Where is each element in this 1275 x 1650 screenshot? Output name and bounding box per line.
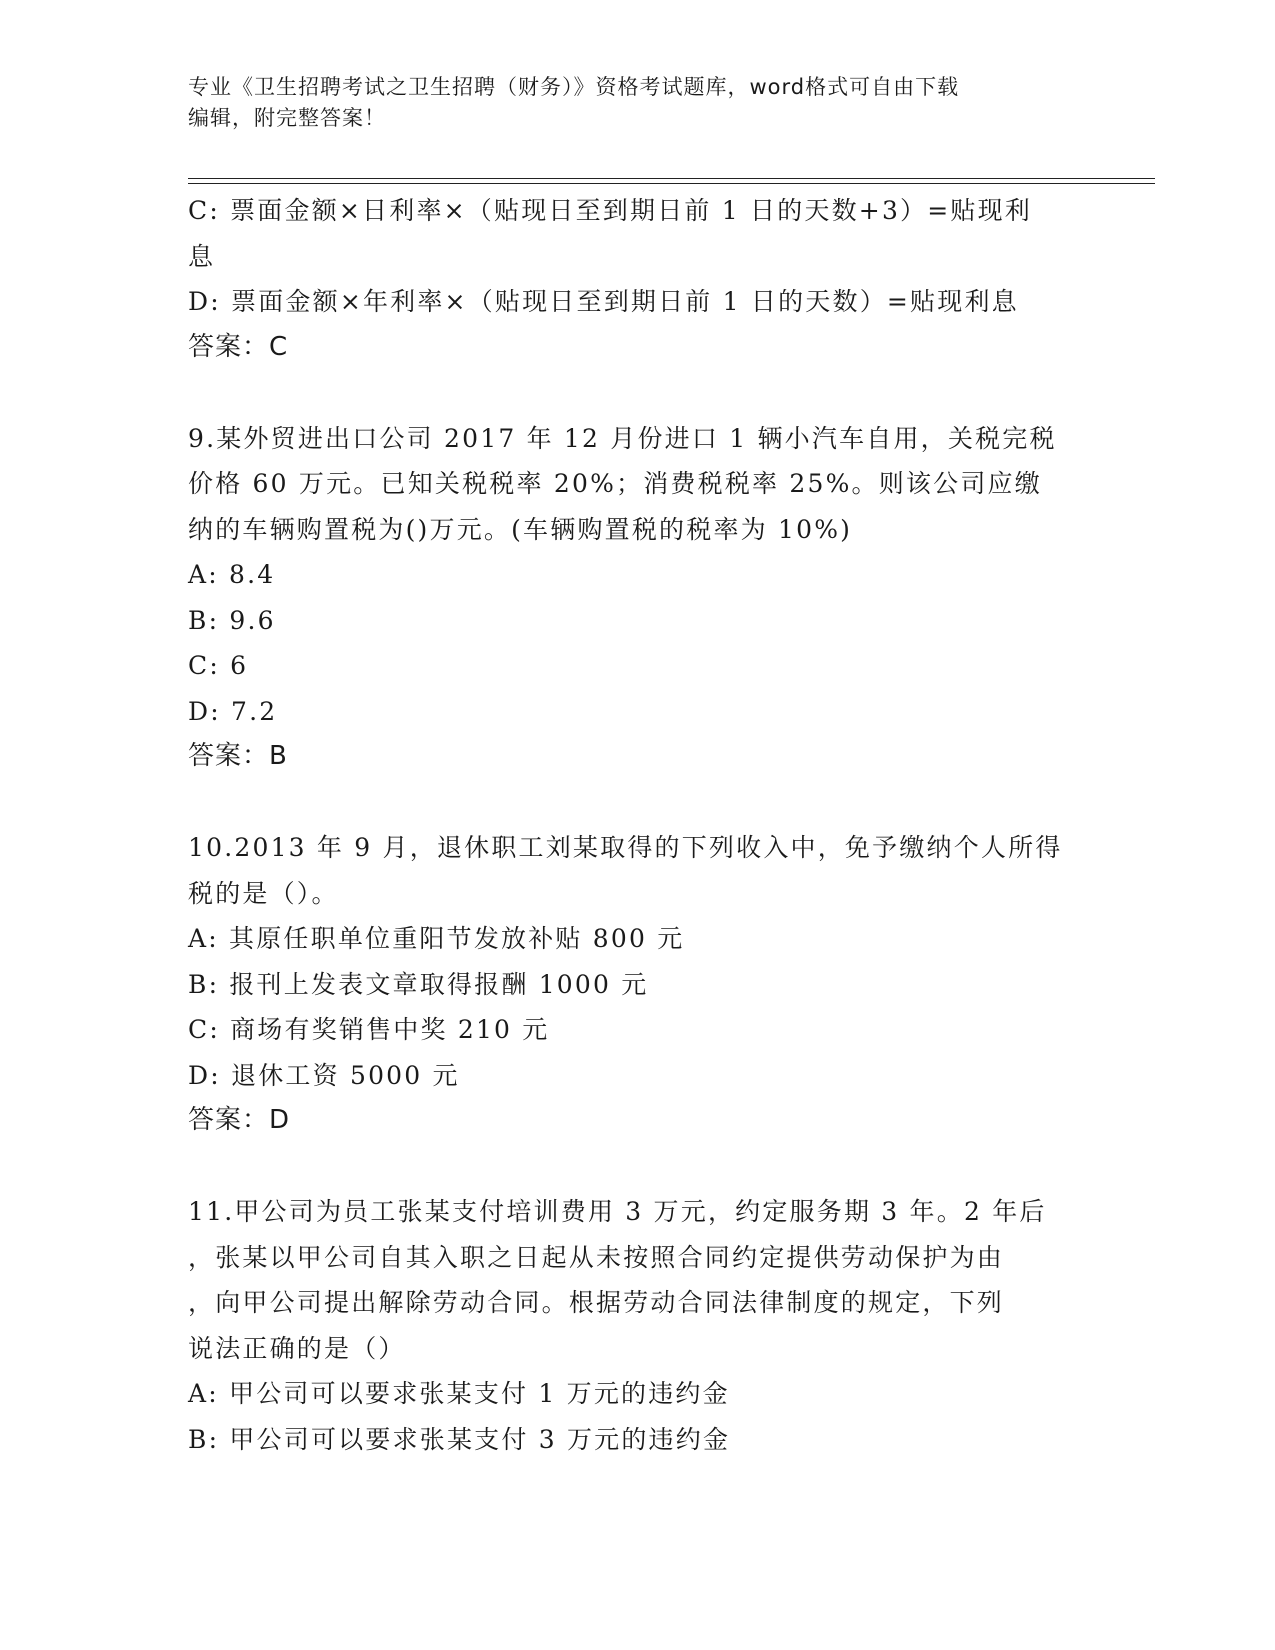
document-header [188, 72, 1088, 134]
q11-stem-line-2: ，张某以甲公司自其入职之日起从未按照合同约定提供劳动保护为由 [188, 1242, 1005, 1272]
spacer [188, 1144, 1088, 1190]
q10-option-b: B: 报刊上发表文章取得报酬 1000 元 [188, 969, 649, 999]
header-line-2: 编辑，附完整答案！ [188, 106, 386, 130]
q11-stem-line-1: 11.甲公司为员工张某支付培训费用 3 万元，约定服务期 3 年。2 年后 [188, 1197, 1047, 1226]
q9-answer: 答案：B [188, 741, 288, 771]
q10-answer: 答案：D [188, 1105, 291, 1135]
q9-option-d: D: 7.2 [188, 696, 278, 726]
question-8-tail [188, 188, 1088, 370]
q9-stem-line-3: 纳的车辆购置税为()万元。(车辆购置税的税率为 10%) [188, 514, 853, 544]
spacer [188, 370, 1088, 416]
q8-option-c-line-1: C: 票面金额×日利率×（贴现日至到期日前 1 日的天数+3）=贴现利 [188, 196, 1032, 225]
question-11 [188, 1189, 1088, 1462]
q10-stem-line-2: 税的是（）。 [188, 878, 339, 908]
question-9 [188, 416, 1088, 780]
q10-option-d: D: 退休工资 5000 元 [188, 1060, 460, 1090]
q9-stem-line-2: 价格 60 万元。已知关税税率 20%；消费税税率 25%。则该公司应缴 [188, 469, 1042, 498]
q11-stem-line-4: 说法正确的是（） [188, 1333, 406, 1363]
q9-stem-line-1: 9.某外贸进出口公司 2017 年 12 月份进口 1 辆小汽车自用，关税完税 [188, 423, 1057, 453]
q10-option-c: C: 商场有奖销售中奖 210 元 [188, 1015, 550, 1044]
q9-option-a: A: 8.4 [188, 560, 276, 589]
q10-stem-line-1: 10.2013 年 9 月，退休职工刘某取得的下列收入中，免予缴纳个人所得 [188, 833, 1063, 862]
header-divider-bottom [188, 183, 1155, 184]
q9-option-b: B: 9.6 [188, 605, 276, 635]
header-line-1: 专业《卫生招聘考试之卫生招聘（财务）》资格考试题库，word格式可自由下载 [188, 75, 960, 99]
spacer [188, 780, 1088, 826]
q8-option-c-line-2: 息 [188, 241, 216, 271]
q11-stem-line-3: ，向甲公司提出解除劳动合同。根据劳动合同法律制度的规定，下列 [188, 1288, 1005, 1317]
q8-option-d: D: 票面金额×年利率×（贴现日至到期日前 1 日的天数）=贴现利息 [188, 287, 1019, 316]
q10-option-a: A: 其原任职单位重阳节发放补贴 800 元 [188, 924, 685, 953]
question-10 [188, 825, 1088, 1144]
header-divider-top [188, 178, 1155, 179]
q11-option-b: B: 甲公司可以要求张某支付 3 万元的违约金 [188, 1424, 731, 1454]
question-content [188, 188, 1088, 1462]
q9-option-c: C: 6 [188, 651, 249, 680]
q11-option-a: A: 甲公司可以要求张某支付 1 万元的违约金 [188, 1379, 730, 1408]
q8-answer: 答案：C [188, 331, 289, 362]
